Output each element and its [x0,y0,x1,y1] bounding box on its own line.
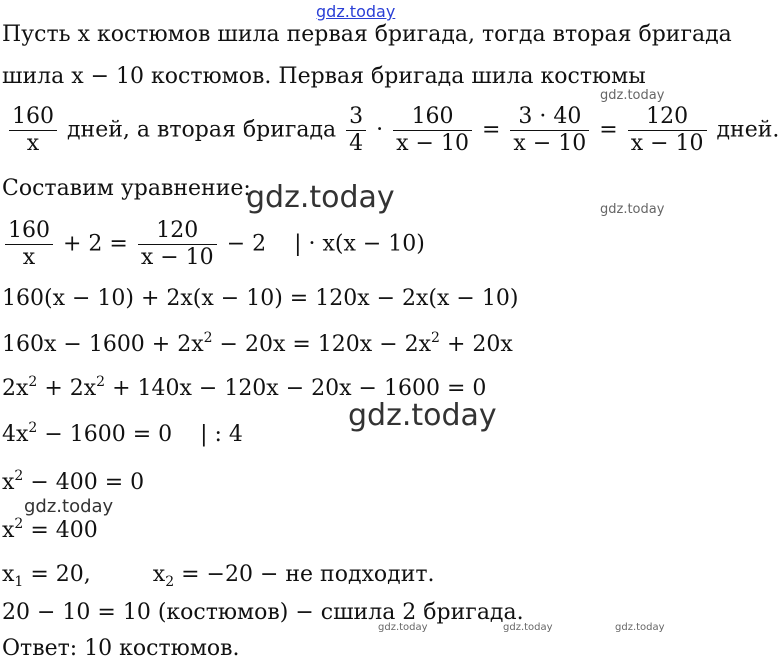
watermark: gdz.today [246,180,395,215]
subscript: 1 [14,574,24,590]
text: дней. [716,117,779,143]
watermark: gdz.today [615,622,665,633]
equals-sign: = [481,117,501,143]
fraction-line-1 [6,104,779,157]
text: = 20, [23,562,91,587]
numerator: 160 [5,218,53,245]
text: − 20x = 120x − 2x [212,332,432,357]
text: − 400 = 0 [23,470,145,495]
text-line-12 [2,562,435,588]
text: + 20x [439,332,513,357]
numerator: 120 [138,218,217,245]
text: x [2,470,15,495]
numerator: 160 [393,104,472,131]
watermark: gdz.today [348,398,497,433]
fraction [510,104,589,157]
text-line-9 [2,422,243,448]
fraction [628,104,707,157]
equation-line [2,218,425,271]
text: + 2x [37,376,97,401]
text-line-11 [2,518,98,544]
watermark: gdz.today [378,622,428,633]
text-line-2: шила x − 10 костюмов. Первая бригада шила костюмы [2,64,646,89]
text-line-1: Пусть x костюмов шила первая бригада, тогда вторая бригада [2,22,732,47]
exponent: 2 [96,374,106,390]
denominator: x − 10 [630,131,704,156]
numerator: 3 · 40 [510,104,589,131]
text: + 2 = [63,231,128,257]
exponent: 2 [14,516,24,532]
text: − 2 | · x(x − 10) [226,231,425,257]
answer-line: Ответ: 10 костюмов. [2,636,240,661]
exponent: 2 [28,374,38,390]
text: = 400 [23,518,98,543]
text-line-13: 20 − 10 = 10 (костюмов) − сшила 2 бригада. [2,600,524,625]
fraction [9,104,57,157]
text-line-10 [2,470,144,496]
text: x [2,562,15,587]
exponent: 2 [203,330,213,346]
dot-operator: · [376,117,384,143]
denominator: x − 10 [513,131,587,156]
text-line-6: 160(x − 10) + 2x(x − 10) = 120x − 2x(x − 10) [2,286,519,311]
text: 2x [2,376,29,401]
exponent: 2 [14,468,24,484]
numerator: 3 [346,104,366,131]
watermark: gdz.today [600,88,665,103]
text: − 1600 = 0 | : 4 [37,422,243,447]
exponent: 2 [431,330,440,346]
text-line-7 [2,332,513,358]
exponent: 2 [28,420,38,436]
fraction [5,218,53,271]
equals-sign: = [599,117,618,143]
denominator: x [22,245,36,270]
text: = −20 − не подходит. [174,562,435,587]
fraction [393,104,472,157]
fraction [138,218,217,271]
text: дней, а вторая бригада [67,117,337,143]
text-line-8 [2,376,486,402]
denominator: x − 10 [140,245,214,270]
watermark: gdz.today [24,496,114,517]
watermark-top[interactable]: gdz.today [316,2,396,21]
denominator: x [26,131,40,156]
denominator: 4 [349,131,364,156]
text: x [152,562,166,587]
subscript: 2 [165,574,175,590]
watermark: gdz.today [503,622,553,633]
numerator: 120 [628,104,707,131]
watermark: gdz.today [600,202,665,217]
text: + 140x − 120x − 20x − 1600 = 0 [105,376,487,401]
text: 4x [2,422,29,447]
text: x [2,518,15,543]
numerator: 160 [9,104,57,131]
fraction [346,104,366,157]
denominator: x − 10 [396,131,469,156]
text: 160x − 1600 + 2x [2,332,204,357]
text-line-4: Составим уравнение: [2,176,251,201]
